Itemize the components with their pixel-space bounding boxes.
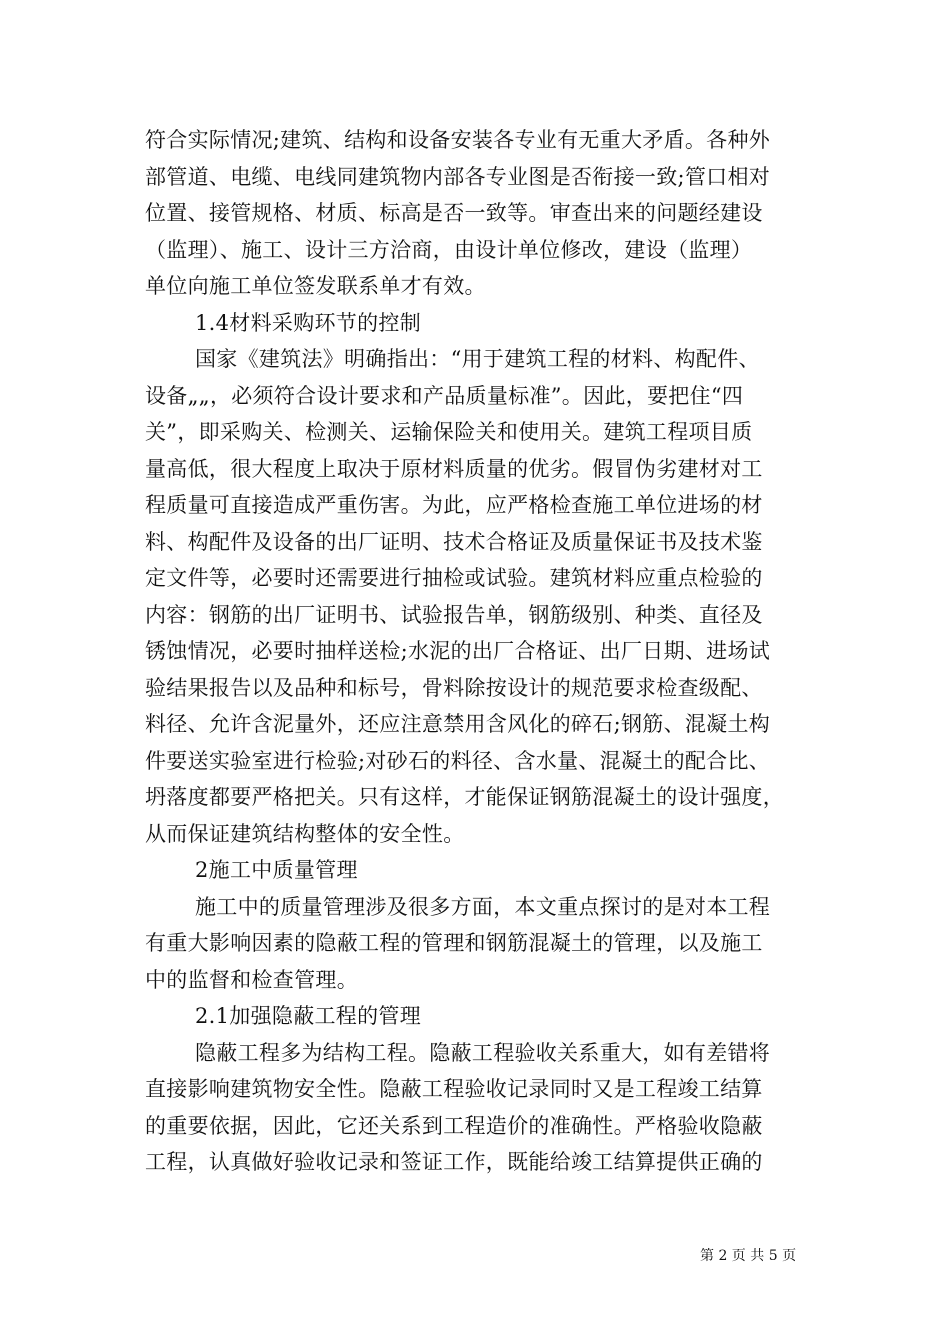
text-line: 设备„„，必须符合设计要求和产品质量标准”。因此，要把住“四 <box>145 383 744 408</box>
text-line: 定文件等，必要时还需要进行抽检或试验。建筑材料应重点检验的 <box>145 566 763 590</box>
text-line: 从而保证建筑结构整体的安全性。 <box>145 821 465 846</box>
document-body <box>145 122 820 1181</box>
text-line: 坍落度都要严格把关。只有这样，才能保证钢筋混凝土的设计强度， <box>145 785 784 809</box>
text-line: 料径、允许含泥量外，还应注意禁用含风化的碎石;钢筋、混凝土构 <box>145 712 771 736</box>
text-line: 锈蚀情况，必要时抽样送检;水泥的出厂合格证、出厂日期、进场试 <box>145 639 771 663</box>
text-line: （监理）、施工、设计三方洽商，由设计单位修改，建设（监理） <box>145 237 753 262</box>
paragraph-start-line: 2.1加强隐蔽工程的管理 <box>195 1004 421 1028</box>
text-line: 程质量可直接造成严重伤害。为此，应严格检查施工单位进场的材 <box>145 493 763 517</box>
text-line: 量高低，很大程度上取决于原材料质量的优劣。假冒伪劣建材对工 <box>145 456 763 481</box>
text-line: 符合实际情况;建筑、结构和设备安装各专业有无重大矛盾。各种外 <box>145 128 771 152</box>
text-line: 的重要依据，因此，它还关系到工程造价的准确性。严格验收隐蔽 <box>145 1113 763 1138</box>
paragraph-start-line: 2施工中质量管理 <box>195 858 358 882</box>
text-line: 料、构配件及设备的出厂证明、技术合格证及质量保证书及技术鉴 <box>145 529 763 554</box>
text-line: 单位向施工单位签发联系单才有效。 <box>145 274 486 298</box>
text-line: 中的监督和检查管理。 <box>145 967 358 992</box>
paragraph-start-line: 1.4材料采购环节的控制 <box>195 310 421 335</box>
paragraph-start-line: 国家《建筑法》明确指出：“用于建筑工程的材料、构配件、 <box>195 347 760 371</box>
text-line: 关”，即采购关、检测关、运输保险关和使用关。建筑工程项目质 <box>145 420 753 444</box>
paragraph-start-line: 隐蔽工程多为结构工程。隐蔽工程验收关系重大，如有差错将 <box>195 1040 771 1065</box>
text-line: 验结果报告以及品种和标号，骨料除按设计的规范要求检查级配、 <box>145 675 763 700</box>
text-line: 部管道、电缆、电线同建筑物内部各专业图是否衔接一致;管口相对 <box>145 164 771 189</box>
text-line: 内容：钢筋的出厂证明书、试验报告单，钢筋级别、种类、直径及 <box>145 602 763 627</box>
text-line: 工程，认真做好验收记录和签证工作，既能给竣工结算提供正确的 <box>145 1150 763 1174</box>
text-line: 位置、接管规格、材质、标高是否一致等。审查出来的问题经建设 <box>145 201 763 225</box>
text-line: 件要送实验室进行检验;对砂石的料径、含水量、混凝土的配合比、 <box>145 748 771 773</box>
text-line: 直接影响建筑物安全性。隐蔽工程验收记录同时又是工程竣工结算 <box>145 1077 763 1101</box>
page-number-footer: 第 2 页 共 5 页 <box>700 1248 797 1264</box>
paragraph-start-line: 施工中的质量管理涉及很多方面，本文重点探讨的是对本工程 <box>195 894 771 919</box>
text-line: 有重大影响因素的隐蔽工程的管理和钢筋混凝土的管理，以及施工 <box>145 931 763 955</box>
